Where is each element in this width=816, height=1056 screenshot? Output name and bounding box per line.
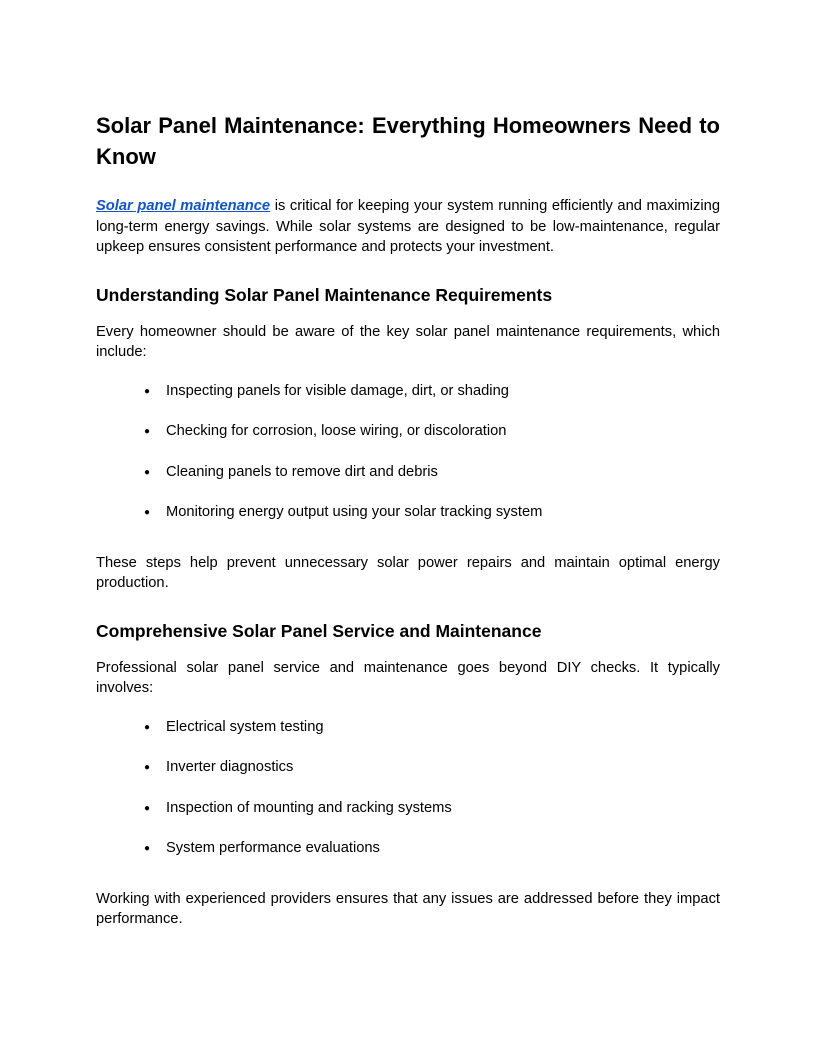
section-closing-paragraph: Working with experienced providers ensures that any issues are addressed before they impact performance.	[96, 890, 720, 927]
list-item: ● Electrical system testing	[144, 717, 720, 738]
section-service-and-maintenance	[96, 620, 720, 930]
section-heading: Understanding Solar Panel Maintenance Requirements	[96, 284, 553, 305]
intro-paragraph	[96, 196, 720, 258]
section-lead-paragraph: Professional solar panel service and maintenance goes beyond DIY checks. It typically involves:	[96, 659, 720, 696]
list-item: ● Checking for corrosion, loose wiring, or discoloration	[144, 421, 720, 442]
list-item: ● System performance evaluations	[144, 838, 720, 859]
section-heading: Comprehensive Solar Panel Service and Maintenance	[96, 620, 542, 641]
bullet-list	[96, 717, 720, 859]
list-item: ● Inspecting panels for visible damage, dirt, or shading	[144, 381, 720, 402]
list-item: ● Inspection of mounting and racking systems	[144, 798, 720, 819]
intro-paragraph-text: is critical for keeping your system running efficiently and maximizing long-term energy savings. While solar systems are designed to be low-maintenance, regular upkeep ensures consistent performance and protects your investment.	[96, 198, 721, 255]
document-title: Solar Panel Maintenance: Everything Homeowners Need to Know	[96, 113, 720, 169]
solar-panel-maintenance-link[interactable]: Solar panel maintenance	[96, 198, 271, 214]
section-closing-paragraph: These steps help prevent unnecessary solar power repairs and maintain optimal energy production.	[96, 554, 720, 591]
list-item: ● Cleaning panels to remove dirt and debris	[144, 462, 720, 483]
list-item: ● Inverter diagnostics	[144, 757, 720, 778]
section-lead-paragraph: Every homeowner should be aware of the key solar panel maintenance requirements, which include:	[96, 323, 720, 360]
list-item: ● Monitoring energy output using your solar tracking system	[144, 502, 720, 523]
section-understanding-requirements	[96, 284, 720, 594]
bullet-list	[96, 381, 720, 523]
